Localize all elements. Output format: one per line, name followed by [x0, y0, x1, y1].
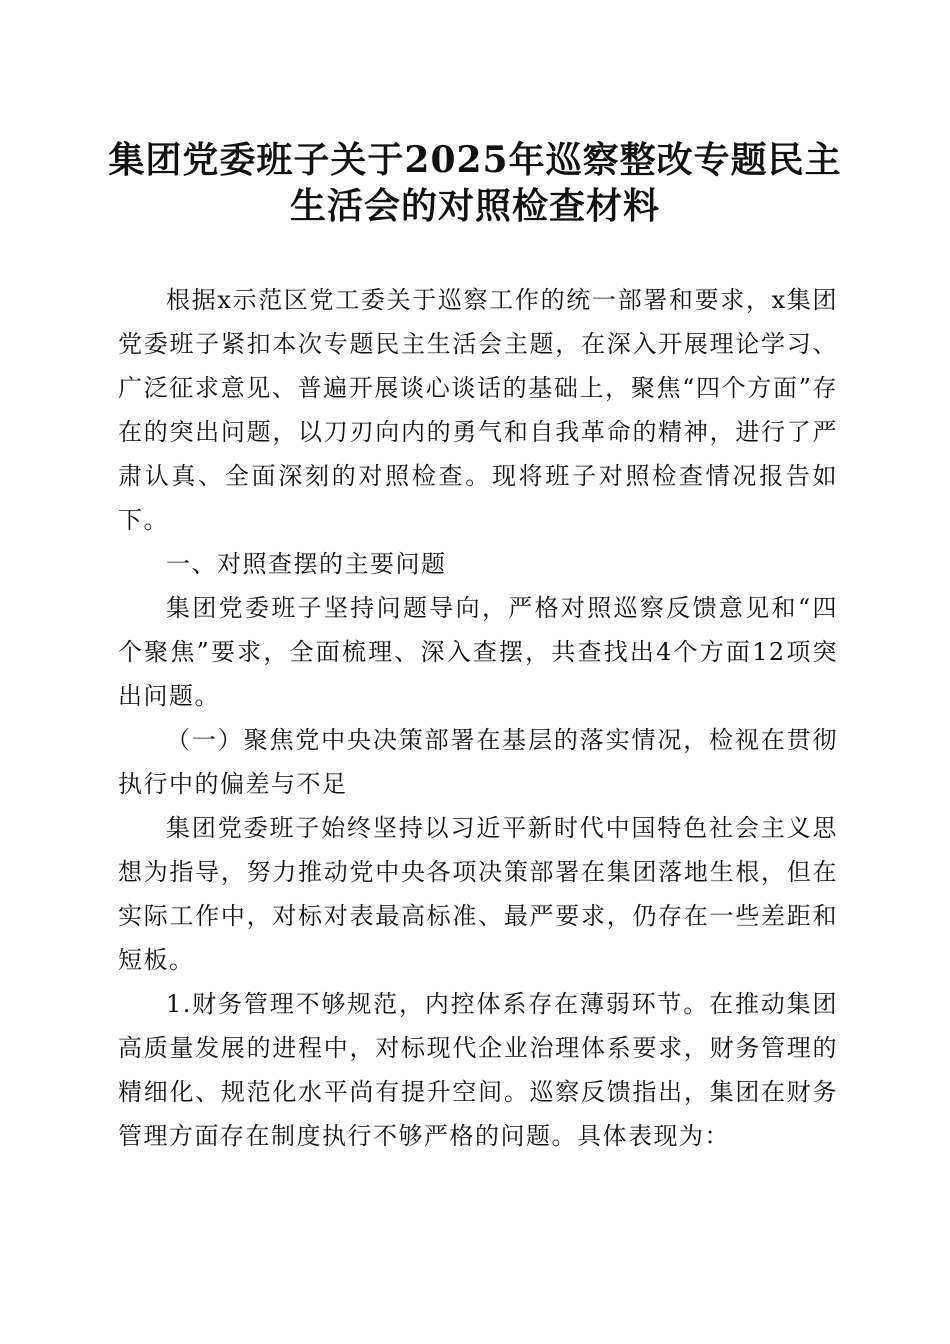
intro-paragraph: 根据x示范区党工委关于巡察工作的统一部署和要求，x集团党委班子紧扣本次专题民主生活会主题，在深入开展理论学习、广泛征求意见、普遍开展谈心谈话的基础上，聚焦“四个方面”存在的突出问题，以刀刃向内的勇气和自我革命的精神，进行了严肃认真、全面深刻的对照检查。现将班子对照检查情况报告如下。: [118, 286, 838, 534]
document-title-line-1: 集团党委班子关于2025年巡察整改专题民主: [108, 139, 842, 181]
section-1-paragraph: 集团党委班子坚持问题导向，严格对照巡察反馈意见和“四个聚焦”要求，全面梳理、深入查摆，共查找出4个方面12项突出问题。: [118, 594, 838, 710]
document-body: [118, 278, 838, 1158]
subsection-heading-1: （一）聚焦党中央决策部署在基层的落实情况，检视在贯彻执行中的偏差与不足: [118, 726, 838, 798]
document-title-line-2: 生活会的对照检查材料: [289, 185, 660, 227]
section-heading-1: 一、对照查摆的主要问题: [166, 550, 447, 578]
subsection-1-paragraph: 集团党委班子始终坚持以习近平新时代中国特色社会主义思想为指导，努力推动党中央各项决策部署在集团落地生根，但在实际工作中，对标对表最高标准、最严要求，仍存在一些差距和短板。: [118, 814, 838, 974]
item-1-paragraph: 1.财务管理不够规范，内控体系存在薄弱环节。在推动集团高质量发展的进程中，对标现代企业治理体系要求，财务管理的精细化、规范化水平尚有提升空间。巡察反馈指出，集团在财务管理方面存在制度执行不够严格的问题。具体表现为：: [118, 990, 838, 1150]
